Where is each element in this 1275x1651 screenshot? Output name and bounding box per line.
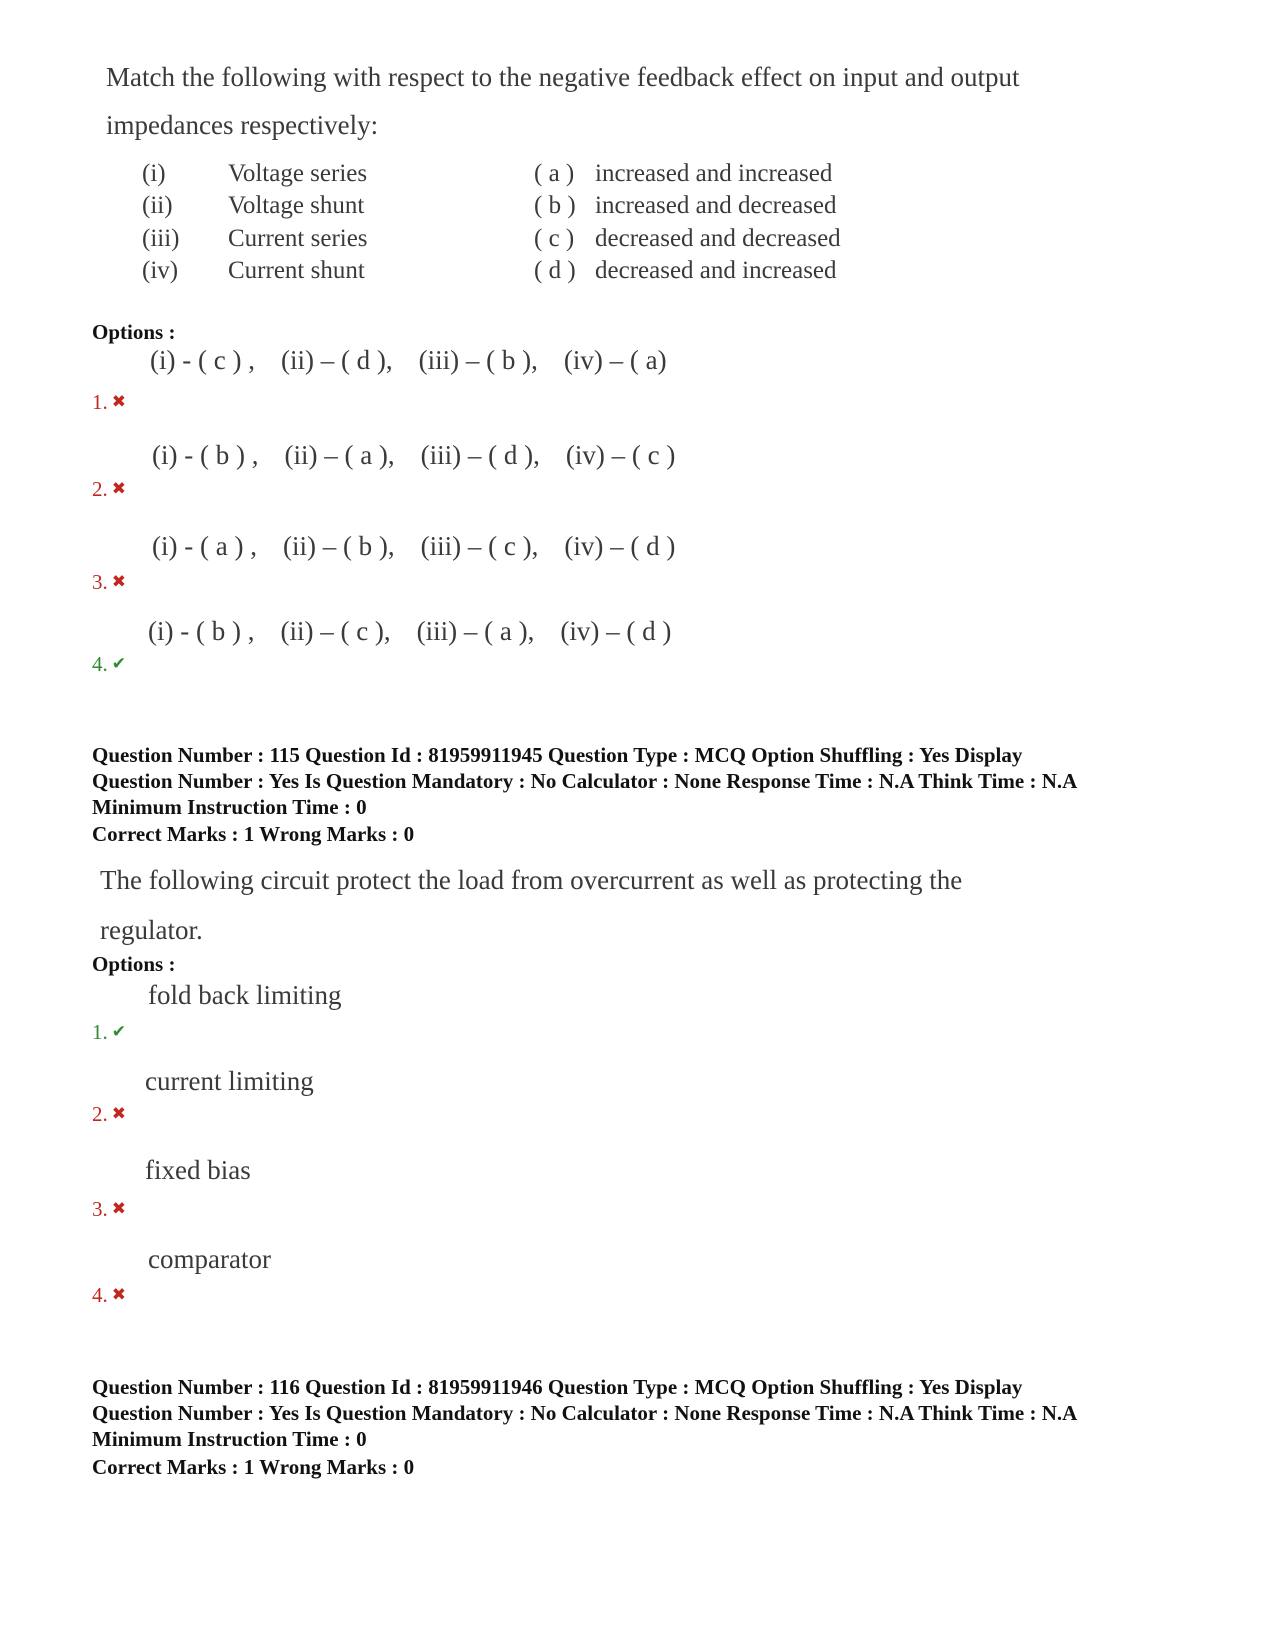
option-number-text: 2. — [92, 1102, 108, 1126]
q114-option-1-number — [92, 390, 126, 415]
option-number-text: 4. — [92, 1283, 108, 1307]
q114-text-line2: impedances respectively: — [106, 110, 379, 140]
option-pair: (iii) – ( a ), — [416, 616, 535, 646]
match-right-key: ( b ) — [534, 192, 576, 219]
q116-meta-line3: Minimum Instruction Time : 0 — [92, 1427, 367, 1451]
match-left-label: Voltage series — [228, 160, 368, 187]
option-pair: (i) - ( b ) , — [148, 616, 255, 646]
q114-option-1-text — [150, 345, 693, 376]
q114-option-2-text — [152, 440, 701, 471]
q115-marks: Correct Marks : 1 Wrong Marks : 0 — [92, 822, 415, 846]
option-pair: (iii) – ( d ), — [420, 440, 540, 470]
q114-option-4-number — [92, 652, 126, 677]
match-right-label: decreased and increased — [595, 257, 837, 284]
q115-option-4-text: comparator — [148, 1244, 271, 1274]
q115-option-1-text: fold back limiting — [148, 980, 342, 1010]
match-right-key: ( a ) — [534, 160, 575, 187]
option-pair: (iv) – ( d ) — [560, 616, 672, 646]
wrong-cross-icon: ✖ — [111, 572, 126, 591]
q115-option-2-number — [92, 1102, 126, 1127]
q116-marks: Correct Marks : 1 Wrong Marks : 0 — [92, 1455, 415, 1479]
option-pair: (iii) – ( b ), — [418, 345, 538, 375]
option-number-text: 3. — [92, 1197, 108, 1221]
option-pair: (ii) – ( a ), — [284, 440, 395, 470]
option-number-text: 1. — [92, 1020, 108, 1044]
option-pair: (iv) – ( c ) — [565, 440, 676, 470]
match-left-num: (i) — [142, 160, 166, 187]
q114-option-3-number — [92, 570, 126, 595]
correct-check-icon: ✔ — [111, 1022, 126, 1041]
q115-meta-line3: Minimum Instruction Time : 0 — [92, 795, 367, 819]
option-pair: (iii) – ( c ), — [420, 531, 539, 561]
q115-options-label: Options : — [92, 952, 176, 976]
q115-text-line2: regulator. — [100, 915, 203, 945]
wrong-cross-icon: ✖ — [111, 1199, 126, 1218]
q115-option-4-number — [92, 1283, 126, 1308]
q114-option-4-text — [148, 616, 697, 647]
option-pair: (ii) – ( c ), — [280, 616, 391, 646]
option-pair: (i) - ( b ) , — [152, 440, 259, 470]
q115-option-3-text: fixed bias — [145, 1155, 251, 1185]
q115-text-line1: The following circuit protect the load from overcurrent as well as protecting the — [100, 865, 963, 895]
match-right-label: decreased and decreased — [595, 225, 841, 252]
q114-option-2-number — [92, 477, 126, 502]
match-left-num: (iii) — [142, 225, 180, 252]
match-right-key: ( d ) — [534, 257, 576, 284]
option-number-text: 4. — [92, 652, 108, 676]
q115-meta — [92, 742, 1077, 820]
option-pair: (ii) – ( b ), — [282, 531, 395, 561]
match-left-label: Current shunt — [228, 257, 365, 284]
q116-meta-line2: Question Number : Yes Is Question Mandatory : No Calculator : None Response Time : N.A Think Time : N.A — [92, 1401, 1078, 1425]
option-number-text: 1. — [92, 390, 108, 414]
match-right-label: increased and increased — [595, 160, 833, 187]
q116-meta-line1: Question Number : 116 Question Id : 81959911946 Question Type : MCQ Option Shuffling : Yes Display — [92, 1375, 1023, 1399]
option-pair: (i) - ( c ) , — [150, 345, 255, 375]
q114-text-line1: Match the following with respect to the negative feedback effect on input and output — [106, 62, 1020, 92]
match-left-label: Voltage shunt — [228, 192, 365, 219]
option-number-text: 2. — [92, 477, 108, 501]
q115-option-1-number — [92, 1020, 126, 1045]
option-pair: (iv) – ( d ) — [564, 531, 676, 561]
wrong-cross-icon: ✖ — [111, 392, 126, 411]
q115-meta-line2: Question Number : Yes Is Question Mandatory : No Calculator : None Response Time : N.A Think Time : N.A — [92, 769, 1078, 793]
match-left-num: (iv) — [142, 257, 179, 284]
q115-option-3-number — [92, 1197, 126, 1222]
match-right-key: ( c ) — [534, 225, 575, 252]
wrong-cross-icon: ✖ — [111, 1104, 126, 1123]
match-right-label: increased and decreased — [595, 192, 837, 219]
q114-option-3-text — [152, 531, 701, 562]
option-pair: (ii) – ( d ), — [280, 345, 393, 375]
q114-options-label: Options : — [92, 320, 176, 344]
q115-option-2-text: current limiting — [145, 1066, 314, 1096]
match-left-label: Current series — [228, 225, 368, 252]
wrong-cross-icon: ✖ — [111, 1285, 126, 1304]
option-pair: (iv) – ( a) — [563, 345, 667, 375]
option-number-text: 3. — [92, 570, 108, 594]
q116-meta — [92, 1374, 1077, 1452]
q115-meta-line1: Question Number : 115 Question Id : 81959911945 Question Type : MCQ Option Shuffling : Yes Display — [92, 743, 1023, 767]
option-pair: (i) - ( a ) , — [152, 531, 257, 561]
match-left-num: (ii) — [142, 192, 173, 219]
correct-check-icon: ✔ — [111, 654, 126, 673]
wrong-cross-icon: ✖ — [111, 479, 126, 498]
